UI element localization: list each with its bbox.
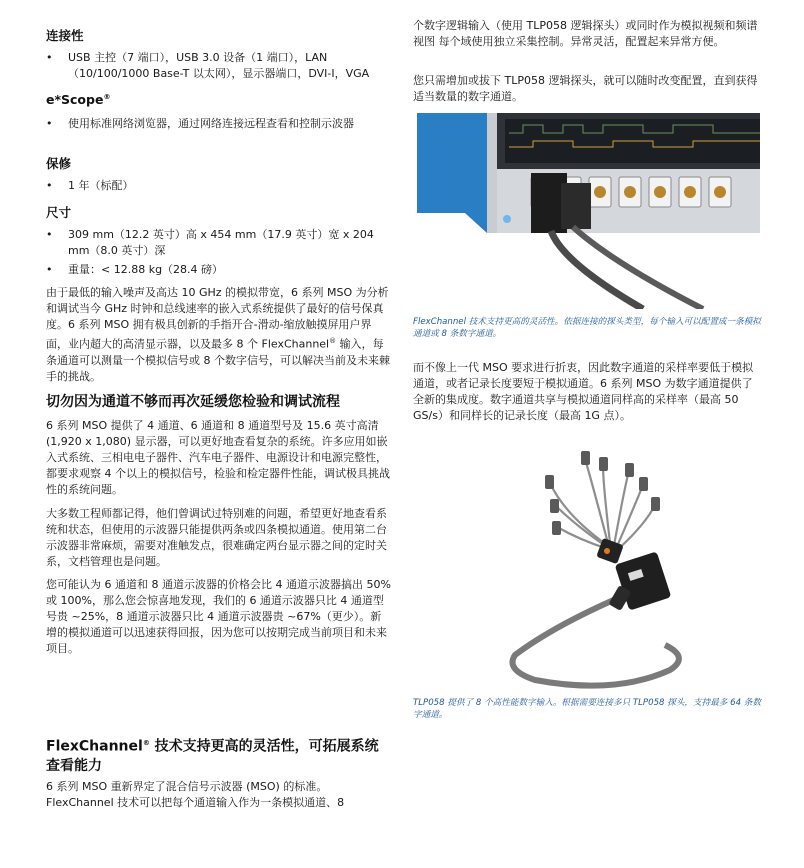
size-item-1: • 309 mm（12.2 英寸）高 x 454 mm（17.9 英寸）宽 x 204 mm（8.0 英寸）深 (46, 228, 374, 257)
section-heading-channels: 切勿因为通道不够而再次延缓您检验和调试流程 (46, 394, 340, 410)
section-heading-flexchannel: FlexChannel® 技术支持更高的灵活性，可拓展系统查看能力 (46, 738, 379, 774)
warranty-title: 保修 (46, 156, 72, 171)
connectivity-title: 连接性 (46, 28, 84, 43)
figure-caption-tlp058: TLP058 提供了 8 个高性能数字输入。根据需要连接多只 TLP058 探头，支持最多 64 条数字通道。 (413, 698, 761, 720)
channels-paragraph-1: 6 系列 MSO 提供了 4 通道、6 通道和 8 通道型号及 15.6 英寸高清 (1,920 x 1,080) 显示器，可以更好地查看复杂的系统。许多应用如嵌入式系统、三相电电子器件、汽车电子器件、电源设计和电源完整性，都要求观察 4 个以上的模拟信号，检验和检定器件性能，调试极具挑战性的系统问题。 (46, 419, 390, 496)
channels-paragraph-3: 您可能认为 6 通道和 8 通道示波器的价格会比 4 通道示波器搞出 50% 或 100%，那么您会惊喜地发现，我们的 6 通道示波器只比 4 通道型号贵 ~25%，8 通道示波器只比 4 通道示波器贵 ~67%（更少）。新增的模拟通道可以迅速获得回报，因为您可以按期完成当前项目和未来项目。 (46, 578, 391, 655)
right-paragraph-1: 个数字逻辑输入（使用 TLP058 逻辑探头）或同时作为模拟视频和频谱视图 每个域使用独立采集控制。异常灵活，配置起来异常方便。 (413, 19, 758, 48)
warranty-item: • 1 年（标配） (46, 179, 134, 192)
escope-item: • 使用标准网络浏览器，通过网络连接远程查看和控制示波器 (46, 117, 354, 130)
tlp058-probe-photo (495, 445, 695, 690)
channels-paragraph-2: 大多数工程师都记得，他们曾调试过特别难的问题，希望更好地查看系统和状态，但使用的示波器只能提供两条或四条模拟通道。使用第二台示波器非常麻烦，需要对准触发点，很难确定两台显示器之间的定时关系，文档管理也是问题。 (46, 507, 387, 568)
intro-paragraph: 由于最低的输入噪声及高达 10 GHz 的模拟带宽，6 系列 MSO 为分析和调试当今 GHz 时钟和总线速率的嵌入式系统提供了最好的信号保真度。6 系列 MSO 拥有极具创新的手指开合-滑动-缩放触摸屏用户界面，业内超大的高清显示器，以及最多 8 个 FlexChannel® 输入，每条通道可以测量一个模拟信号或 8 个数字信号，可以解决当前及未来棘手的挑战。 (46, 286, 390, 383)
oscilloscope-front-photo (413, 113, 760, 309)
right-paragraph-3: 而不像上一代 MSO 要求进行折衷，因此数字通道的采样率要低于模拟通道，或者记录长度要短于模拟通道。6 系列 MSO 为数字通道提供了全新的集成度。数字通道共享与模拟通道同样高的采样率（最高 50 GS/s）和同样长的记录长度（最高 1G 点）。 (413, 361, 754, 422)
flexchannel-paragraph: 6 系列 MSO 重新界定了混合信号示波器 (MSO) 的标准。FlexChannel 技术可以把每个通道输入作为一条模拟通道、8 (46, 780, 345, 809)
right-paragraph-2: 您只需增加或拔下 TLP058 逻辑探头，就可以随时改变配置，直到获得适当数量的数字通道。 (413, 74, 758, 103)
size-title: 尺寸 (46, 205, 72, 220)
figure-caption-flexchannel: FlexChannel 技术支持更高的灵活性。依据连接的探头类型，每个输入可以配置成一条模拟通道或 8 条数字通道。 (413, 317, 761, 339)
connectivity-item: • USB 主控（7 端口），USB 3.0 设备（1 端口），LAN（10/100/1000 Base-T 以太网），显示器端口，DVI-I，VGA (46, 51, 370, 80)
size-item-2: • 重量：< 12.88 kg（28.4 磅） (46, 263, 224, 276)
escope-title: e*Scope® (46, 92, 111, 107)
